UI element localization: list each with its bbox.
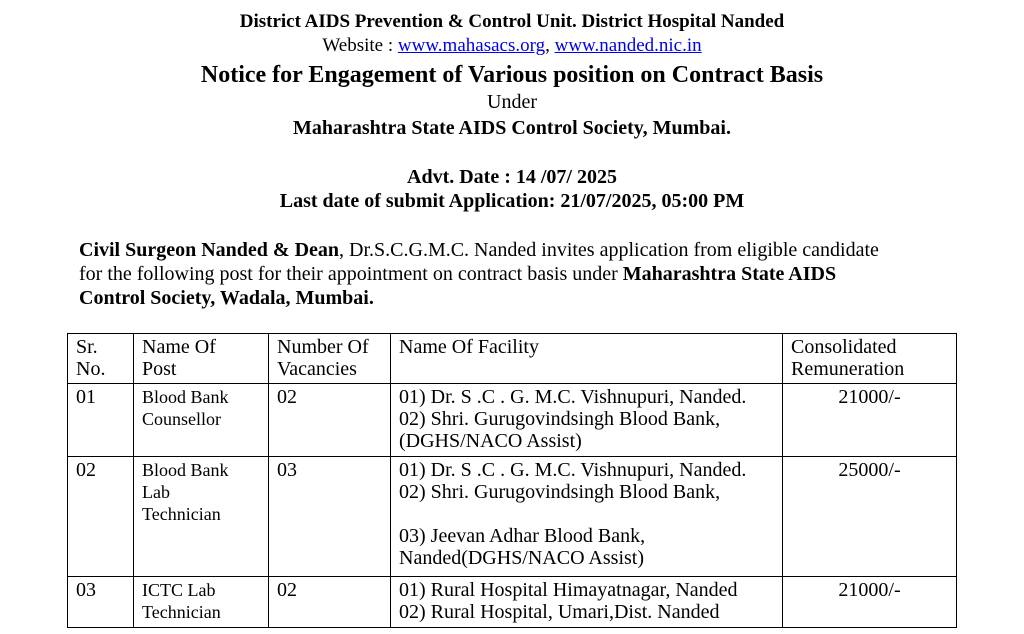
cell-facility: 01) Rural Hospital Himayatnagar, Nanded 02) Rural Hospital, Umari,Dist. Nanded: [391, 577, 783, 628]
website-link-nanded[interactable]: www.nanded.nic.in: [554, 35, 702, 56]
website-label: Website :: [322, 35, 398, 56]
cell-remuneration: 21000/-: [783, 577, 957, 628]
cell-vacancies: 03: [269, 457, 391, 577]
cell-remuneration: 25000/-: [783, 457, 957, 577]
website-separator: ,: [545, 35, 555, 56]
header-facility: Name Of Facility: [391, 334, 783, 384]
cell-facility: 01) Dr. S .C . G. M.C. Vishnupuri, Nanded. 02) Shri. Gurugovindsingh Blood Bank, (DGHS/NACO Assist): [391, 384, 783, 457]
cell-sr: 01: [68, 384, 134, 457]
header-post-name: Name Of Post: [134, 334, 269, 384]
under-label: Under: [487, 91, 537, 113]
website-line: [0, 36, 1024, 55]
cell-post: Blood Bank Counsellor: [134, 384, 269, 457]
website-link-mahasacs[interactable]: www.mahasacs.org: [397, 35, 546, 56]
cell-vacancies: 02: [269, 384, 391, 457]
table-row: [68, 577, 957, 628]
intro-text-2: for the following post for their appointment on contract basis under: [79, 263, 623, 285]
cell-remuneration: 21000/-: [783, 384, 957, 457]
cell-post: ICTC Lab Technician: [134, 577, 269, 628]
org-heading: District AIDS Prevention & Control Unit. District Hospital Nanded: [239, 11, 785, 32]
intro-bold-authority: Civil Surgeon Nanded & Dean: [79, 239, 340, 261]
intro-text-1: , Dr.S.C.G.M.C. Nanded invites application from eligible candidate: [339, 239, 879, 261]
intro-line-1: [79, 238, 959, 262]
cell-vacancies: 02: [269, 577, 391, 628]
cell-post: Blood Bank Lab Technician: [134, 457, 269, 577]
cell-sr: 03: [68, 577, 134, 628]
header-vacancies: Number Of Vacancies: [269, 334, 391, 384]
advt-date: Advt. Date : 14 /07/ 2025: [407, 166, 617, 188]
table-header-row: [68, 334, 957, 384]
last-date: Last date of submit Application: 21/07/2025, 05:00 PM: [279, 190, 745, 212]
header-sr-no: Sr. No.: [68, 334, 134, 384]
table-row: [68, 457, 957, 577]
intro-bold-society-1: Maharashtra State AIDS: [622, 263, 837, 285]
intro-line-3: Control Society, Wadala, Mumbai.: [79, 287, 374, 309]
notice-title: Notice for Engagement of Various position on Contract Basis: [200, 62, 824, 88]
society-name: Maharashtra State AIDS Control Society, Mumbai.: [293, 117, 731, 139]
cell-sr: 02: [68, 457, 134, 577]
table-row: [68, 384, 957, 457]
intro-line-2: [79, 262, 959, 286]
vacancy-table: [67, 333, 957, 628]
cell-facility: 01) Dr. S .C . G. M.C. Vishnupuri, Nanded. 02) Shri. Gurugovindsingh Blood Bank, 03) Jeevan Adhar Blood Bank, Nanded(DGHS/NACO Assist): [391, 457, 783, 577]
header-remuneration: Consolidated Remuneration: [783, 334, 957, 384]
